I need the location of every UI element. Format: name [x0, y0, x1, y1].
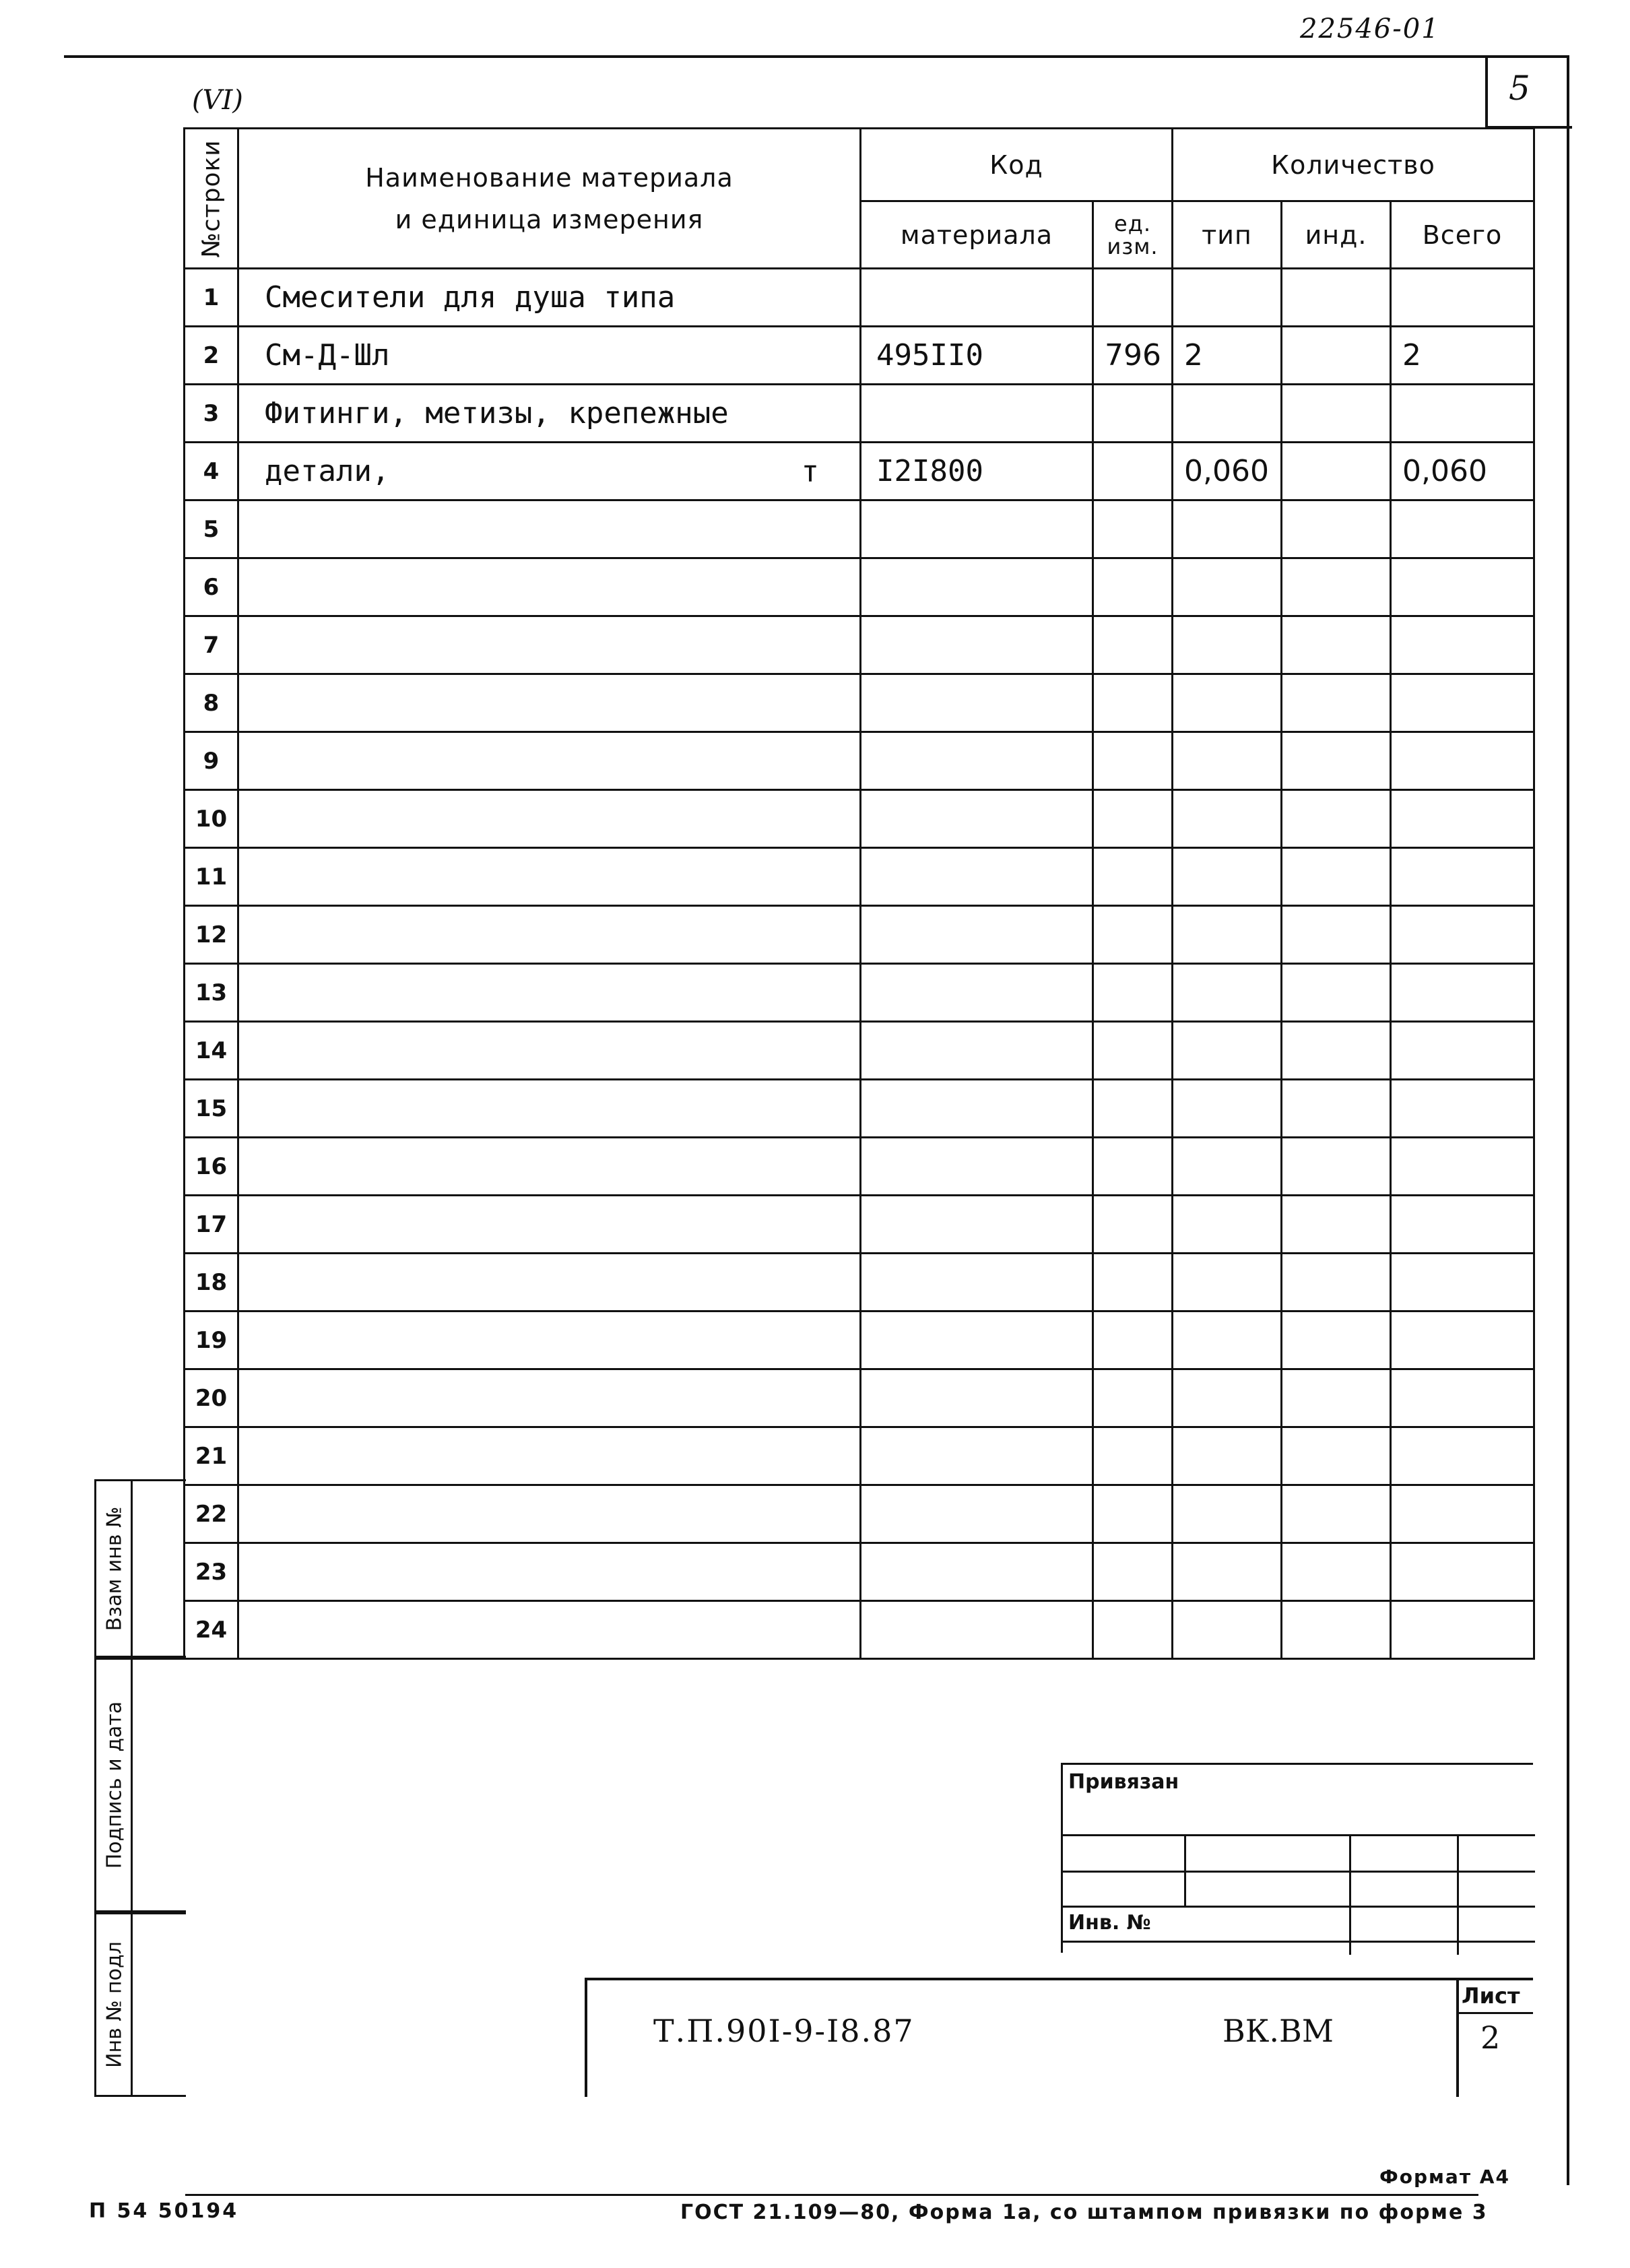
qty-total-cell — [1391, 848, 1534, 906]
material-code-cell — [861, 1254, 1093, 1311]
row-number-cell: 23 — [185, 1543, 238, 1601]
qty-type-cell — [1173, 1138, 1282, 1196]
row-number-cell: 9 — [185, 732, 238, 790]
qty-ind-cell — [1282, 1022, 1391, 1080]
table-row — [185, 1080, 1534, 1138]
qty-type-cell — [1173, 732, 1282, 790]
material-name-cell — [238, 1427, 861, 1485]
qty-total-cell — [1391, 616, 1534, 674]
row-number-cell: 20 — [185, 1369, 238, 1427]
table-row — [185, 327, 1534, 385]
qty-type-cell — [1173, 1369, 1282, 1427]
side-box-inv-original — [94, 1912, 186, 2097]
unit-code-cell — [1093, 906, 1173, 964]
qty-ind-cell — [1282, 964, 1391, 1022]
qty-type-cell — [1173, 558, 1282, 616]
qty-ind-cell — [1282, 327, 1391, 385]
row-number-cell: 12 — [185, 906, 238, 964]
material-name-cell — [238, 1080, 861, 1138]
row-number-cell: 4 — [185, 443, 238, 500]
qty-total-cell: 0,060 — [1391, 443, 1534, 500]
material-code-cell — [861, 1369, 1093, 1427]
material-code-cell — [861, 1485, 1093, 1543]
material-code-header: материала — [861, 201, 1093, 269]
project-code: Т.П.90I-9-I8.87 — [653, 2013, 915, 2049]
unit-code-cell — [1093, 1543, 1173, 1601]
unit-code-cell — [1093, 732, 1173, 790]
material-name-cell — [238, 964, 861, 1022]
row-number-cell: 19 — [185, 1311, 238, 1369]
material-code-cell — [861, 848, 1093, 906]
material-name-cell — [238, 1311, 861, 1369]
qty-total-cell — [1391, 1427, 1534, 1485]
qty-ind-cell — [1282, 790, 1391, 848]
unit-code-cell: 796 — [1093, 327, 1173, 385]
qty-total-cell: 2 — [1391, 327, 1534, 385]
qty-ind-cell — [1282, 1080, 1391, 1138]
sheet-number: 5 — [1509, 69, 1530, 108]
row-number-cell: 10 — [185, 790, 238, 848]
unit-code-cell — [1093, 616, 1173, 674]
qty-type-cell — [1173, 385, 1282, 443]
row-number-cell: 5 — [185, 500, 238, 558]
replace-inv-label: Взам инв № — [102, 1506, 127, 1631]
binding-stamp — [1061, 1763, 1533, 1953]
qty-ind-cell — [1282, 906, 1391, 964]
qty-ind-cell — [1282, 616, 1391, 674]
table-row — [185, 443, 1534, 500]
material-name-cell — [238, 906, 861, 964]
material-name-cell — [238, 500, 861, 558]
quantity-group-header: Количество — [1173, 129, 1534, 201]
unit-code-cell — [1093, 790, 1173, 848]
material-name-cell — [238, 1022, 861, 1080]
qty-total-cell — [1391, 1543, 1534, 1601]
qty-type-cell: 2 — [1173, 327, 1282, 385]
material-name-cell — [238, 848, 861, 906]
material-code-cell — [861, 1080, 1093, 1138]
material-name-cell — [238, 1601, 861, 1659]
qty-type-cell — [1173, 1080, 1282, 1138]
row-number-cell: 3 — [185, 385, 238, 443]
row-number-cell: 16 — [185, 1138, 238, 1196]
material-name-cell — [238, 1369, 861, 1427]
qty-ind-cell — [1282, 1196, 1391, 1254]
material-code-cell — [861, 1427, 1093, 1485]
table-row — [185, 1369, 1534, 1427]
material-name-cell — [238, 1196, 861, 1254]
material-name-cell — [238, 674, 861, 732]
section-mark: (VI) — [192, 85, 243, 116]
row-number-cell: 11 — [185, 848, 238, 906]
qty-type-cell — [1173, 1311, 1282, 1369]
table-row — [185, 1601, 1534, 1659]
section-code: ВК.ВМ — [1222, 2013, 1334, 2049]
table-row — [185, 1196, 1534, 1254]
qty-total-cell — [1391, 906, 1534, 964]
unit-code-cell — [1093, 558, 1173, 616]
print-code: П 54 50194 — [89, 2199, 239, 2223]
row-number-cell: 7 — [185, 616, 238, 674]
table-row — [185, 1311, 1534, 1369]
qty-type-cell — [1173, 906, 1282, 964]
materials-table — [183, 127, 1535, 1660]
row-number-cell: 17 — [185, 1196, 238, 1254]
qty-type-cell — [1173, 1601, 1282, 1659]
qty-ind-cell — [1282, 674, 1391, 732]
material-name-cell: Фитинги, метизы, крепежные — [238, 385, 861, 443]
qty-total-cell — [1391, 1196, 1534, 1254]
linked-label: Привязан — [1068, 1770, 1179, 1794]
qty-ind-header: инд. — [1282, 201, 1391, 269]
material-code-cell — [861, 964, 1093, 1022]
unit-code-cell — [1093, 1254, 1173, 1311]
table-row — [185, 1485, 1534, 1543]
qty-ind-cell — [1282, 732, 1391, 790]
material-code-cell: I2I800 — [861, 443, 1093, 500]
footer-rule — [185, 2194, 1478, 2196]
unit-code-cell — [1093, 1311, 1173, 1369]
material-name-cell: Смесители для душа типа — [238, 269, 861, 327]
qty-total-cell — [1391, 500, 1534, 558]
material-code-cell — [861, 1311, 1093, 1369]
table-row — [185, 1022, 1534, 1080]
qty-total-cell — [1391, 1022, 1534, 1080]
qty-total-header: Всего — [1391, 201, 1534, 269]
format-label: Формат А4 — [1379, 2166, 1510, 2188]
material-code-cell — [861, 558, 1093, 616]
table-row — [185, 385, 1534, 443]
qty-ind-cell — [1282, 1254, 1391, 1311]
table-row — [185, 558, 1534, 616]
qty-type-cell — [1173, 269, 1282, 327]
unit-code-cell — [1093, 848, 1173, 906]
qty-ind-cell — [1282, 1369, 1391, 1427]
table-row — [185, 674, 1534, 732]
qty-total-cell — [1391, 964, 1534, 1022]
qty-total-cell — [1391, 674, 1534, 732]
qty-type-cell — [1173, 1022, 1282, 1080]
material-code-cell — [861, 616, 1093, 674]
row-number-header: №строки — [185, 129, 238, 269]
qty-type-cell — [1173, 674, 1282, 732]
qty-ind-cell — [1282, 1138, 1391, 1196]
material-code-cell — [861, 269, 1093, 327]
unit-code-cell — [1093, 385, 1173, 443]
qty-ind-cell — [1282, 1485, 1391, 1543]
material-name-cell — [238, 616, 861, 674]
material-code-cell — [861, 1196, 1093, 1254]
unit-code-cell — [1093, 500, 1173, 558]
side-box-replace-inv — [94, 1479, 186, 1658]
qty-ind-cell — [1282, 1601, 1391, 1659]
material-name-cell — [238, 732, 861, 790]
code-group-header: Код — [861, 129, 1173, 201]
qty-total-cell — [1391, 558, 1534, 616]
qty-ind-cell — [1282, 500, 1391, 558]
unit-code-cell — [1093, 1427, 1173, 1485]
qty-ind-cell — [1282, 269, 1391, 327]
row-number-cell: 18 — [185, 1254, 238, 1311]
table-row — [185, 848, 1534, 906]
qty-type-cell — [1173, 1196, 1282, 1254]
qty-type-cell — [1173, 790, 1282, 848]
qty-type-cell — [1173, 1254, 1282, 1311]
table-row — [185, 1138, 1534, 1196]
qty-total-cell — [1391, 1601, 1534, 1659]
table-row — [185, 269, 1534, 327]
qty-total-cell — [1391, 1080, 1534, 1138]
qty-ind-cell — [1282, 385, 1391, 443]
material-name-cell — [238, 558, 861, 616]
material-code-cell — [861, 732, 1093, 790]
unit-code-cell — [1093, 964, 1173, 1022]
right-frame-line — [1567, 57, 1569, 2185]
table-row — [185, 616, 1534, 674]
unit-code-cell — [1093, 1022, 1173, 1080]
table-row — [185, 790, 1534, 848]
qty-ind-cell — [1282, 848, 1391, 906]
row-number-cell: 21 — [185, 1427, 238, 1485]
side-box-signature — [94, 1658, 186, 1912]
gost-reference: ГОСТ 21.109—80, Форма 1а, со штампом привязки по форме 3 — [680, 2201, 1488, 2224]
qty-total-cell — [1391, 385, 1534, 443]
unit-code-header: ед. изм. — [1093, 201, 1173, 269]
table-row — [185, 906, 1534, 964]
material-name-cell — [238, 1543, 861, 1601]
document-number: 22546-01 — [1300, 13, 1440, 44]
material-code-cell — [861, 790, 1093, 848]
qty-ind-cell — [1282, 443, 1391, 500]
table-row — [185, 500, 1534, 558]
inv-original-label: Инв № подл — [102, 1941, 127, 2068]
row-number-cell: 13 — [185, 964, 238, 1022]
table-row — [185, 732, 1534, 790]
qty-total-cell — [1391, 1311, 1534, 1369]
qty-total-cell — [1391, 1138, 1534, 1196]
qty-type-cell — [1173, 1485, 1282, 1543]
qty-type-header: тип — [1173, 201, 1282, 269]
material-name-cell: детали, т — [238, 443, 861, 500]
unit-code-cell — [1093, 674, 1173, 732]
qty-type-cell — [1173, 616, 1282, 674]
row-number-cell: 8 — [185, 674, 238, 732]
row-number-cell: 24 — [185, 1601, 238, 1659]
material-code-cell — [861, 385, 1093, 443]
row-number-cell: 6 — [185, 558, 238, 616]
qty-total-cell — [1391, 1485, 1534, 1543]
unit-code-cell — [1093, 1080, 1173, 1138]
unit-code-cell — [1093, 1601, 1173, 1659]
qty-total-cell — [1391, 790, 1534, 848]
table-row — [185, 1254, 1534, 1311]
qty-total-cell — [1391, 269, 1534, 327]
table-row — [185, 1427, 1534, 1485]
qty-type-cell — [1173, 1543, 1282, 1601]
qty-ind-cell — [1282, 1543, 1391, 1601]
row-number-cell: 1 — [185, 269, 238, 327]
unit-label: т — [801, 454, 819, 488]
row-number-cell: 2 — [185, 327, 238, 385]
material-name-cell: См-Д-Шл — [238, 327, 861, 385]
material-code-cell — [861, 1601, 1093, 1659]
row-number-cell: 14 — [185, 1022, 238, 1080]
qty-type-cell — [1173, 1427, 1282, 1485]
row-number-cell: 22 — [185, 1485, 238, 1543]
row-number-cell: 15 — [185, 1080, 238, 1138]
qty-type-cell: 0,060 — [1173, 443, 1282, 500]
qty-type-cell — [1173, 848, 1282, 906]
qty-ind-cell — [1282, 558, 1391, 616]
material-code-cell — [861, 674, 1093, 732]
qty-type-cell — [1173, 500, 1282, 558]
material-code-cell — [861, 906, 1093, 964]
unit-code-cell — [1093, 443, 1173, 500]
material-code-cell — [861, 1138, 1093, 1196]
material-code-cell — [861, 1022, 1093, 1080]
material-name-cell — [238, 1138, 861, 1196]
unit-code-cell — [1093, 1138, 1173, 1196]
unit-code-cell — [1093, 1196, 1173, 1254]
sheet-label: Лист — [1462, 1983, 1520, 2009]
qty-ind-cell — [1282, 1311, 1391, 1369]
qty-total-cell — [1391, 1369, 1534, 1427]
table-row — [185, 1543, 1534, 1601]
qty-total-cell — [1391, 1254, 1534, 1311]
qty-ind-cell — [1282, 1427, 1391, 1485]
top-rule — [64, 55, 1569, 58]
sheet-cell-divider — [1456, 2012, 1533, 2014]
unit-code-cell — [1093, 1485, 1173, 1543]
inv-no-label: Инв. № — [1068, 1911, 1151, 1935]
material-code-cell: 495II0 — [861, 327, 1093, 385]
material-code-cell — [861, 500, 1093, 558]
qty-type-cell — [1173, 964, 1282, 1022]
material-name-cell — [238, 1485, 861, 1543]
unit-code-cell — [1093, 1369, 1173, 1427]
table-row — [185, 964, 1534, 1022]
material-name-header: Наименование материала и единица измерения — [238, 129, 861, 269]
signature-date-label: Подпись и дата — [102, 1701, 127, 1869]
qty-total-cell — [1391, 732, 1534, 790]
unit-code-cell — [1093, 269, 1173, 327]
sheet-value: 2 — [1480, 2019, 1501, 2056]
material-name-cell — [238, 1254, 861, 1311]
material-name-cell — [238, 790, 861, 848]
material-code-cell — [861, 1543, 1093, 1601]
